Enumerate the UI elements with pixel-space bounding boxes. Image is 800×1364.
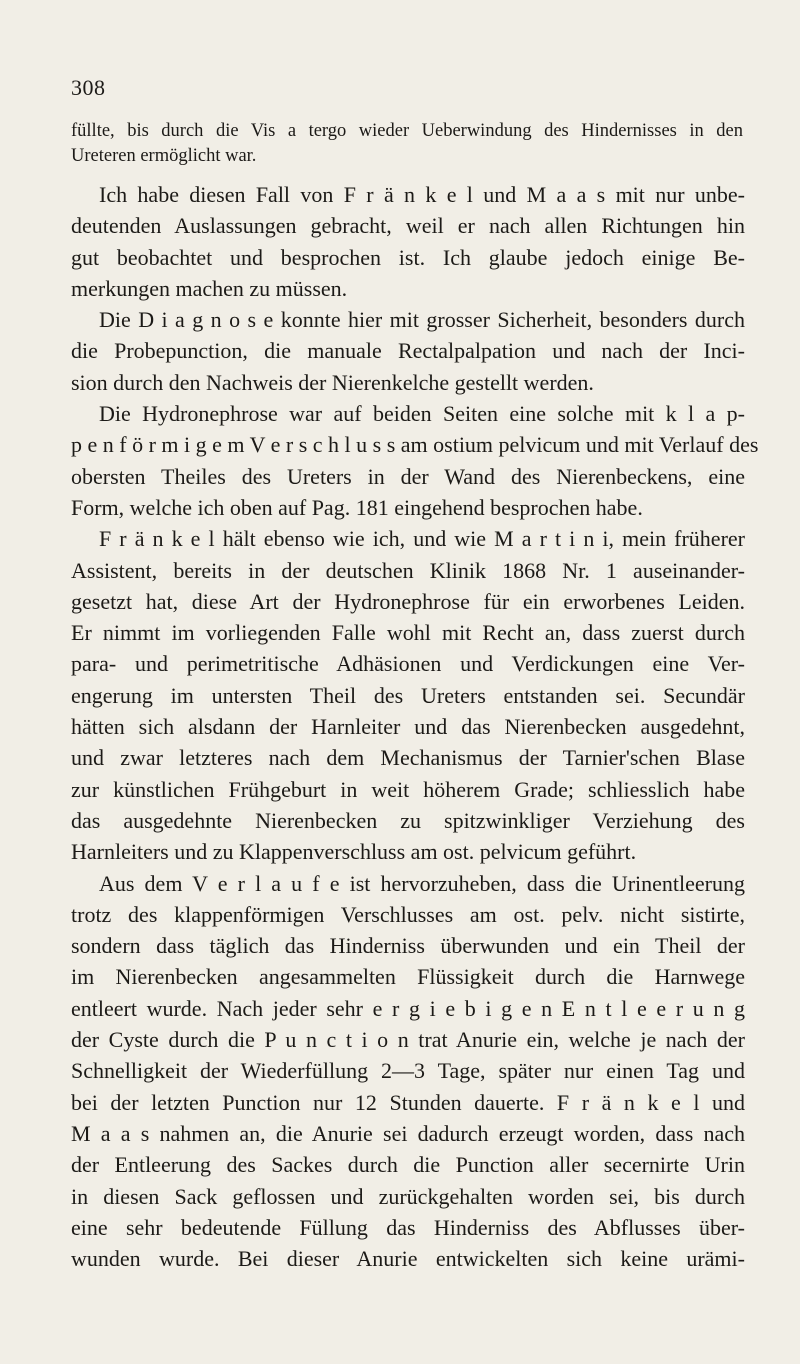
text-line: Aus dem V e r l a u f e ist hervorzuheben, dass die Urinentleerung (99, 870, 745, 896)
text-line: und zwar letzteres nach dem Mechanismus der Tarnier'schen Blase (71, 745, 745, 771)
text-line: eine sehr bedeutende Füllung das Hinderniss des Abflusses über- (71, 1214, 745, 1240)
text-line: Die D i a g n o s e konnte hier mit grosser Sicherheit, besonders durch (99, 307, 745, 333)
text-line: obersten Theiles des Ureters in der Wand des Nierenbeckens, eine (71, 463, 745, 489)
text-line: der Cyste durch die P u n c t i o n trat Anurie ein, welche je nach der (71, 1027, 745, 1053)
text-line: gut beobachtet und besprochen ist. Ich glaube jedoch einige Be- (71, 244, 745, 270)
text-line: füllte, bis durch die Vis a tergo wieder Ueberwindung des Hindernisses in den (71, 121, 743, 141)
text-line: Form, welche ich oben auf Pag. 181 eingehend besprochen habe. (71, 494, 643, 520)
text-line: gesetzt hat, diese Art der Hydronephrose für ein erworbenes Leiden. (71, 588, 745, 614)
text-line: zur künstlichen Frühgeburt in weit höherem Grade; schliesslich habe (71, 776, 745, 802)
text-line: sion durch den Nachweis der Nierenkelche gestellt werden. (71, 369, 594, 395)
text-line: M a a s nahmen an, die Anurie sei dadurch erzeugt worden, dass nach (71, 1120, 745, 1146)
intro-paragraph (71, 119, 743, 169)
text-line: der Entleerung des Sackes durch die Punction aller secernirte Urin (71, 1152, 745, 1178)
text-line: Schnelligkeit der Wiederfüllung 2—3 Tage, später nur einen Tag und (71, 1058, 745, 1084)
text-line: wunden wurde. Bei dieser Anurie entwickelten sich keine urämi- (71, 1246, 745, 1272)
text-line: merkungen machen zu müssen. (71, 275, 348, 301)
body-text (71, 179, 759, 1274)
text-line: F r ä n k e l hält ebenso wie ich, und wie M a r t i n i, mein früherer (99, 526, 745, 552)
text-line: hätten sich alsdann der Harnleiter und das Nierenbecken ausgedehnt, (71, 714, 745, 740)
text-line: Assistent, bereits in der deutschen Klinik 1868 Nr. 1 auseinander- (71, 557, 745, 583)
text-line: das ausgedehnte Nierenbecken zu spitzwinkliger Verziehung des (71, 807, 745, 833)
text-line: para- und perimetritische Adhäsionen und Verdickungen eine Ver- (71, 651, 745, 677)
text-line: deutenden Auslassungen gebracht, weil er nach allen Richtungen hin (71, 213, 745, 239)
text-line: Die Hydronephrose war auf beiden Seiten eine solche mit k l a p- (99, 401, 745, 427)
text-line: Ich habe diesen Fall von F r ä n k e l und M a a s mit nur unbe- (99, 182, 745, 207)
text-line: entleert wurde. Nach jeder sehr e r g i e b i g e n E n t l e e r u n g (71, 995, 745, 1021)
text-line: im Nierenbecken angesammelten Flüssigkeit durch die Harnwege (71, 964, 745, 990)
text-line: Ureteren ermöglicht war. (71, 146, 257, 166)
text-line: engerung im untersten Theil des Ureters entstanden sei. Secundär (71, 682, 745, 708)
text-line: p e n f ö r m i g e m V e r s c h l u s s am ostium pelvicum und mit Verlauf des (71, 432, 759, 458)
text-line: Harnleiters und zu Klappenverschluss am ost. pelvicum geführt. (71, 839, 637, 865)
text-line: die Probepunction, die manuale Rectalpalpation und nach der Inci- (71, 338, 745, 364)
text-line: in diesen Sack geflossen und zurückgehalten worden sei, bis durch (71, 1183, 745, 1209)
page-number: 308 (71, 75, 106, 100)
text-line: bei der letzten Punction nur 12 Stunden dauerte. F r ä n k e l und (71, 1089, 745, 1115)
text-line: Er nimmt im vorliegenden Falle wohl mit Recht an, dass zuerst durch (71, 620, 745, 646)
text-line: sondern dass täglich das Hinderniss überwunden und ein Theil der (71, 933, 745, 959)
text-line: trotz des klappenförmigen Verschlusses am ost. pelv. nicht sistirte, (71, 901, 745, 927)
